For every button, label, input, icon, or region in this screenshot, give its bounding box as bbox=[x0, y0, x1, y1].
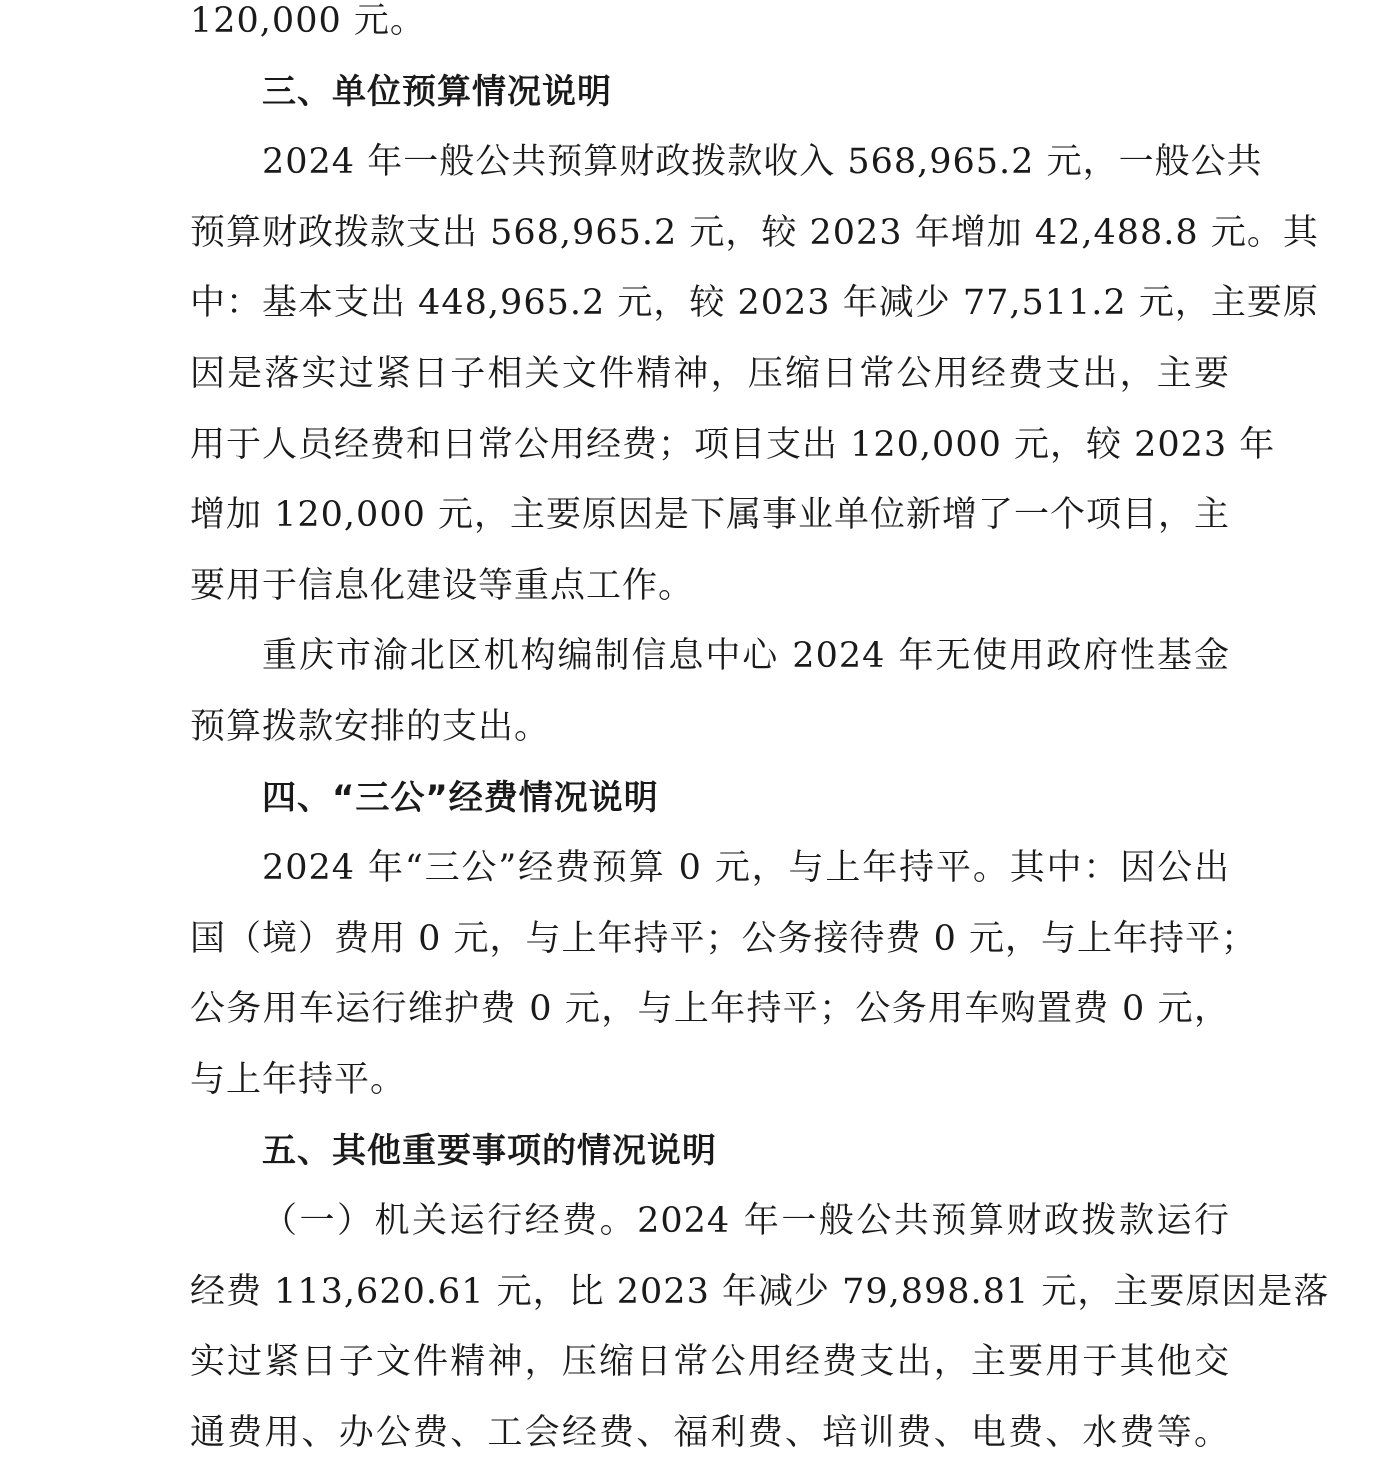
paragraph-line: 2024 年一般公共预算财政拨款收入 568,965.2 元，一般公共 bbox=[262, 142, 1263, 183]
paragraph-line: 与上年持平。 bbox=[190, 1059, 407, 1100]
paragraph-line: 预算财政拨款支出 568,965.2 元，较 2023 年增加 42,488.8 元。其 bbox=[190, 212, 1319, 253]
paragraph-line: 用于人员经费和日常公用经费；项目支出 120,000 元，较 2023 年 bbox=[190, 424, 1276, 465]
paragraph-line: 预算拨款安排的支出。 bbox=[190, 706, 551, 747]
paragraph-line: 2024 年“三公”经费预算 0 元，与上年持平。其中：因公出 bbox=[262, 848, 1230, 889]
paragraph-line: 国（境）费用 0 元，与上年持平；公务接待费 0 元，与上年持平； bbox=[190, 918, 1258, 959]
paragraph-line: 120,000 元。 bbox=[190, 1, 426, 41]
paragraph-line: 中：基本支出 448,965.2 元，较 2023 年减少 77,511.2 元，主要原 bbox=[190, 283, 1319, 324]
paragraph-line: 因是落实过紧日子相关文件精神，压缩日常公用经费支出，主要 bbox=[190, 353, 1230, 394]
paragraph-line: 实过紧日子文件精神，压缩日常公用经费支出，主要用于其他交 bbox=[190, 1342, 1230, 1383]
paragraph-line: 重庆市渝北区机构编制信息中心 2024 年无使用政府性基金 bbox=[262, 636, 1230, 677]
paragraph-line: 增加 120,000 元，主要原因是下属事业单位新增了一个项目，主 bbox=[190, 495, 1230, 536]
paragraph-line: （一）机关运行经费。2024 年一般公共预算财政拨款运行 bbox=[262, 1201, 1230, 1242]
paragraph-line: 公务用车运行维护费 0 元，与上年持平；公务用车购置费 0 元， bbox=[190, 989, 1230, 1030]
section-heading-4: 四、“三公”经费情况说明 bbox=[262, 777, 659, 818]
paragraph-line: 通费用、办公费、工会经费、福利费、培训费、电费、水费等。 bbox=[190, 1412, 1230, 1453]
document-page bbox=[190, 0, 1330, 1468]
paragraph-line: 要用于信息化建设等重点工作。 bbox=[190, 565, 695, 606]
section-heading-5: 五、其他重要事项的情况说明 bbox=[262, 1130, 717, 1171]
paragraph-line: 经费 113,620.61 元，比 2023 年减少 79,898.81 元，主要原因是落 bbox=[190, 1271, 1330, 1312]
section-heading-3: 三、单位预算情况说明 bbox=[262, 71, 612, 112]
